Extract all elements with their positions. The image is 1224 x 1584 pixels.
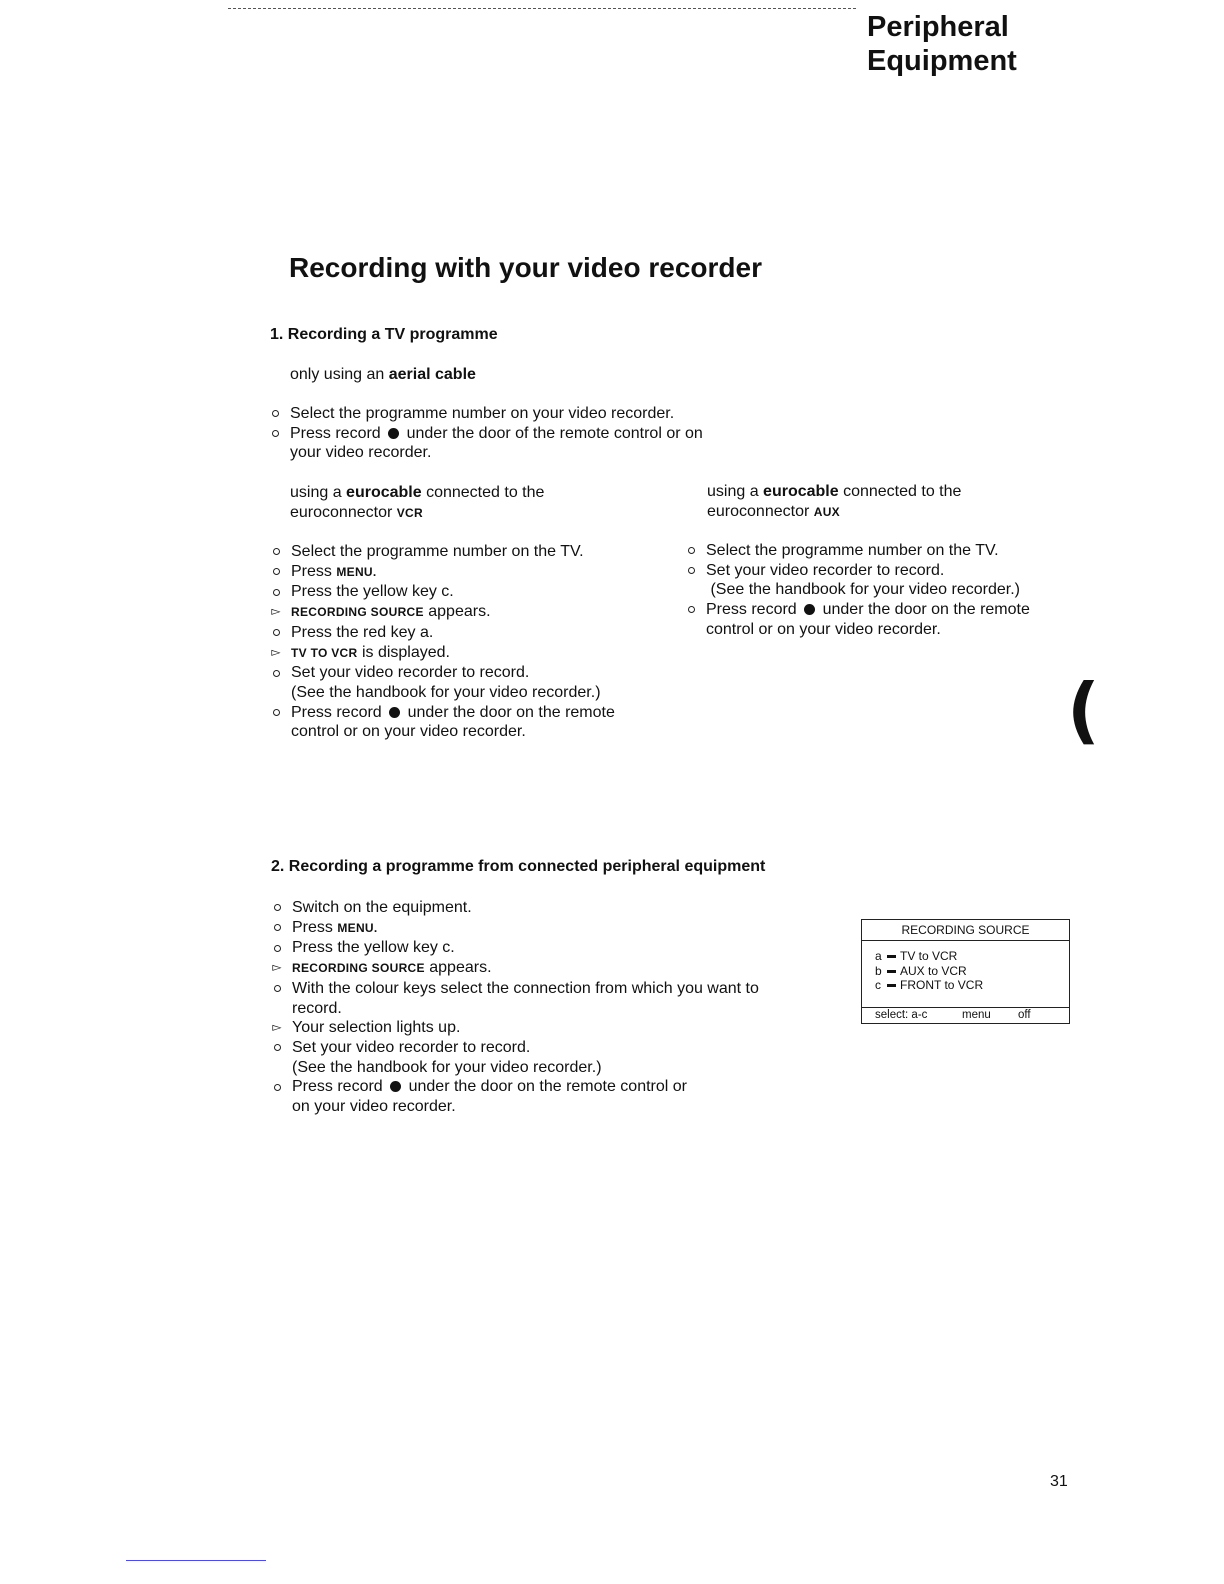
list-item bbox=[291, 562, 615, 583]
step-text: under the door on the remote bbox=[822, 601, 1030, 619]
result-arrow-icon bbox=[270, 1018, 284, 1038]
list-item bbox=[290, 424, 703, 444]
step-text: under the door on the remote bbox=[407, 703, 615, 721]
step-text: appears. bbox=[424, 959, 492, 977]
aux-intro-text-2: connected to the bbox=[838, 483, 962, 500]
step-text: Select the programme number on your video recorder. bbox=[290, 405, 675, 422]
step-text: Your selection lights up. bbox=[292, 1019, 461, 1037]
list-item bbox=[292, 918, 759, 939]
key-label: MENU. bbox=[337, 920, 378, 935]
step-text: Set your video recorder to record. bbox=[292, 1038, 531, 1056]
list-item bbox=[291, 722, 615, 742]
bottom-rule bbox=[126, 1560, 266, 1561]
aerial-intro-text: only using an bbox=[290, 366, 389, 383]
option-label: TV to VCR bbox=[900, 949, 958, 963]
section-tab-line2: Equipment bbox=[867, 45, 1017, 77]
bullet-icon bbox=[270, 979, 284, 999]
color-key-icon bbox=[887, 955, 896, 958]
list-item bbox=[706, 620, 1030, 640]
aux-intro-text: using a bbox=[707, 483, 764, 500]
bullet-icon bbox=[684, 541, 698, 561]
step-text: Press the red key a. bbox=[291, 623, 434, 641]
step-text: Select the programme number on the TV. bbox=[706, 542, 999, 559]
step-text: record. bbox=[292, 999, 342, 1017]
aerial-intro bbox=[290, 365, 476, 385]
section-tab-line1: Peripheral bbox=[867, 11, 1009, 43]
bullet-icon bbox=[269, 562, 283, 582]
section-2-number: 2. bbox=[271, 858, 285, 875]
footer-off: off bbox=[1018, 1009, 1031, 1021]
section-1-number: 1. bbox=[270, 326, 284, 343]
step-text: Press record bbox=[292, 1078, 383, 1096]
list-item bbox=[292, 1097, 759, 1117]
list-item bbox=[291, 623, 615, 643]
aerial-steps bbox=[290, 404, 703, 463]
bullet-icon bbox=[270, 918, 284, 938]
screen-label: TV TO VCR bbox=[291, 645, 358, 660]
aux-intro-bold: eurocable bbox=[763, 483, 839, 500]
vcr-connector-label: VCR bbox=[396, 506, 423, 520]
list-item bbox=[292, 1058, 759, 1078]
vcr-intro-line2: euroconnector bbox=[290, 504, 397, 521]
option-label: FRONT to VCR bbox=[900, 978, 984, 992]
bullet-icon bbox=[684, 600, 698, 620]
step-text: With the colour keys select the connection from which you want to bbox=[292, 979, 759, 997]
vcr-intro bbox=[290, 483, 544, 523]
color-key-icon bbox=[887, 984, 896, 987]
footer-select: select: a-c bbox=[875, 1009, 928, 1021]
step-text: Set your video recorder to record. bbox=[291, 664, 530, 682]
screen-label: RECORDING SOURCE bbox=[291, 605, 424, 620]
list-item bbox=[291, 582, 615, 602]
menu-footer bbox=[862, 1007, 1069, 1023]
list-item bbox=[291, 663, 615, 683]
section-1-heading bbox=[270, 326, 498, 344]
step-text: under the door on the remote control or bbox=[408, 1078, 687, 1096]
list-item bbox=[292, 999, 759, 1019]
list-item bbox=[706, 561, 1030, 581]
option-label: AUX to VCR bbox=[900, 963, 967, 978]
record-icon bbox=[389, 707, 400, 718]
record-icon bbox=[390, 1081, 401, 1092]
bullet-icon bbox=[270, 1038, 284, 1058]
step-text: (See the handbook for your video recorder.) bbox=[291, 683, 601, 701]
aux-intro-line2: euroconnector bbox=[707, 503, 814, 520]
step-text: Select the programme number on the TV. bbox=[291, 543, 584, 560]
result-arrow-icon bbox=[270, 958, 284, 978]
list-item bbox=[291, 542, 615, 562]
aux-steps bbox=[706, 541, 1030, 640]
bullet-icon bbox=[269, 663, 283, 683]
menu-option bbox=[875, 978, 1069, 993]
list-item bbox=[292, 1018, 759, 1038]
section-2-title: Recording a programme from connected peripheral equipment bbox=[288, 858, 766, 875]
bullet-icon bbox=[684, 561, 698, 581]
top-rule bbox=[228, 8, 856, 9]
list-item bbox=[290, 443, 703, 463]
vcr-intro-text-2: connected to the bbox=[421, 484, 545, 501]
menu-option bbox=[875, 964, 1069, 979]
option-key: a bbox=[875, 949, 882, 963]
step-text: under the door of the remote control or on bbox=[406, 424, 703, 442]
step-text: Press bbox=[291, 562, 337, 580]
menu-option bbox=[875, 949, 1069, 964]
page-number: 31 bbox=[1050, 1473, 1068, 1490]
aerial-intro-bold: aerial cable bbox=[388, 366, 476, 383]
list-item bbox=[292, 958, 759, 979]
list-item bbox=[290, 404, 703, 424]
list-item bbox=[291, 643, 615, 664]
step-text: Press the yellow key c. bbox=[291, 583, 454, 601]
list-item bbox=[291, 683, 615, 703]
list-item bbox=[706, 541, 1030, 561]
bullet-icon bbox=[270, 1077, 284, 1097]
option-key: c bbox=[875, 978, 881, 992]
result-arrow-icon bbox=[269, 643, 283, 663]
step-text: Set your video recorder to record. bbox=[706, 561, 945, 579]
list-item bbox=[292, 979, 759, 999]
step-text: on your video recorder. bbox=[292, 1098, 456, 1116]
list-item bbox=[706, 580, 1030, 600]
list-item bbox=[291, 703, 615, 723]
page-title: Recording with your video recorder bbox=[289, 252, 762, 283]
bullet-icon bbox=[269, 582, 283, 602]
record-icon bbox=[804, 604, 815, 615]
step-text: control or on your video recorder. bbox=[706, 620, 941, 638]
bullet-icon bbox=[269, 542, 283, 562]
footer-menu: menu bbox=[962, 1009, 991, 1021]
vcr-steps bbox=[291, 542, 615, 742]
screen-label: RECORDING SOURCE bbox=[292, 961, 425, 976]
list-item bbox=[292, 1038, 759, 1058]
section-2-steps bbox=[292, 898, 759, 1117]
bullet-icon bbox=[269, 703, 283, 723]
vcr-intro-bold: eurocable bbox=[346, 484, 422, 501]
step-text: (See the handbook for your video recorder.) bbox=[710, 581, 1020, 599]
color-key-icon bbox=[887, 970, 896, 973]
bullet-icon bbox=[269, 623, 283, 643]
list-item bbox=[292, 938, 759, 958]
margin-mark: ( bbox=[1067, 668, 1100, 752]
step-text: Press record bbox=[706, 601, 797, 619]
record-icon bbox=[388, 428, 399, 439]
step-text: Press bbox=[292, 918, 338, 936]
key-label: MENU. bbox=[336, 564, 377, 579]
recording-source-menu bbox=[861, 919, 1070, 1024]
vcr-intro-text: using a bbox=[290, 484, 347, 501]
bullet-icon bbox=[270, 898, 284, 918]
aux-connector-label: AUX bbox=[813, 505, 840, 519]
result-arrow-icon bbox=[269, 602, 283, 622]
section-1-title: Recording a TV programme bbox=[287, 326, 498, 343]
step-text: (See the handbook for your video recorder.) bbox=[292, 1058, 602, 1076]
step-text: is displayed. bbox=[357, 643, 450, 661]
step-text: Press the yellow key c. bbox=[292, 939, 455, 957]
option-key: b bbox=[875, 963, 882, 978]
step-text: control or on your video recorder. bbox=[291, 723, 526, 741]
bullet-icon bbox=[268, 404, 282, 424]
step-text: Press record bbox=[290, 424, 381, 442]
list-item bbox=[291, 602, 615, 623]
menu-title: RECORDING SOURCE bbox=[862, 920, 1069, 941]
section-2-heading bbox=[271, 858, 765, 876]
list-item bbox=[292, 1077, 759, 1097]
menu-options bbox=[862, 941, 1069, 1005]
aux-intro bbox=[707, 482, 961, 522]
section-tab bbox=[867, 10, 1017, 78]
list-item bbox=[706, 600, 1030, 620]
list-item bbox=[292, 898, 759, 918]
step-text: Press record bbox=[291, 703, 382, 721]
step-text: appears. bbox=[423, 603, 491, 621]
bullet-icon bbox=[270, 938, 284, 958]
bullet-icon bbox=[268, 424, 282, 444]
step-text: Switch on the equipment. bbox=[292, 899, 472, 916]
step-text: your video recorder. bbox=[290, 444, 432, 462]
